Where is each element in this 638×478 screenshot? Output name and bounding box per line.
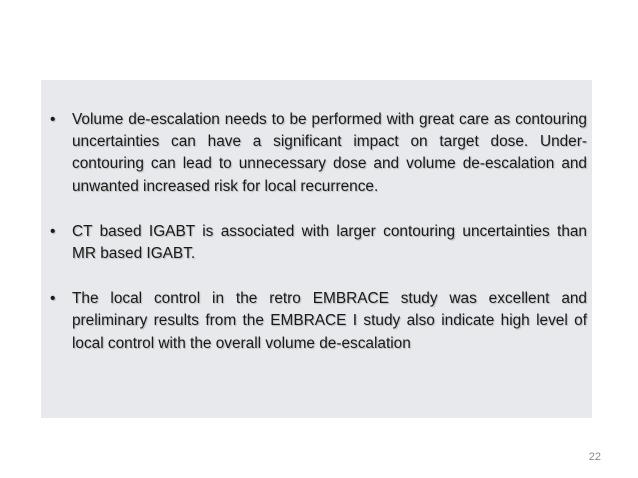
bullet-text: The local control in the retro EMBRACE study was excellent and preliminary results from the EMBRACE I study also indicate high level of local control with the overall volume de-escalation	[72, 290, 587, 352]
content-panel	[41, 80, 592, 418]
page-number: 22	[588, 451, 601, 463]
bullet-item-volume-de-escalation	[50, 109, 587, 198]
bullet-marker: •	[50, 111, 56, 128]
bullet-marker: •	[50, 290, 56, 308]
bullet-item-local-control	[50, 288, 587, 355]
bullet-text: Volume de-escalation needs to be performed with great care as contouring uncertainties can have a significant impact on target dose. Under-contouring can lead to unnecessary dose and volume de-escalation and unwanted increased risk for local recurrence.	[72, 111, 587, 195]
bullet-list	[50, 109, 587, 355]
bullet-marker: •	[50, 222, 56, 240]
bullet-text: CT based IGABT is associated with larger contouring uncertainties than MR based IGABT.	[72, 222, 587, 263]
bullet-item-ct-vs-mr	[50, 221, 587, 265]
